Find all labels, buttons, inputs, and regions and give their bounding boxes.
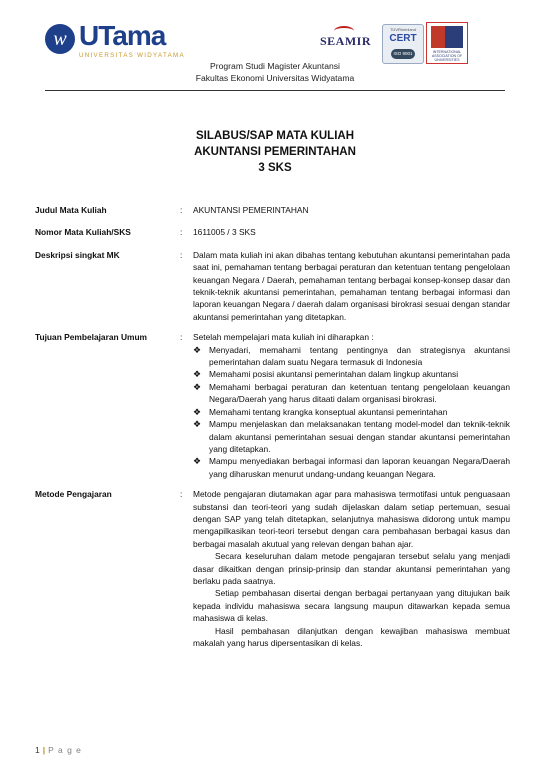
field-metode bbox=[35, 488, 510, 649]
list-item-text: Memahami posisi akuntansi pemerintahan dalam lingkup akuntansi bbox=[209, 369, 459, 380]
utama-logo-subtitle: UNIVERSITAS WIDYATAMA bbox=[79, 52, 185, 59]
utama-logo bbox=[45, 22, 195, 58]
field-label: Judul Mata Kuliah bbox=[35, 205, 107, 215]
list-item bbox=[193, 406, 510, 418]
seamir-logo: SEAMIR bbox=[320, 34, 372, 48]
field-label: Metode Pengajaran bbox=[35, 489, 112, 500]
utama-logo-word: UTama bbox=[79, 20, 166, 51]
list-item bbox=[193, 381, 510, 406]
field-nomor bbox=[35, 226, 510, 238]
metode-paragraph-3: Setiap pembahasan disertai dengan berbagai pertanyaan yang ditujukan baik kepada individu mahasiswa secara langsung maupun ditawarkan kepada semua mahasiswa di kelas. bbox=[193, 588, 510, 624]
list-item-text: Mampu menjelaskan dan melaksanakan tentang model-model dan teknik-teknik dalam akuntansi pemerintahan sesuai dengan standar akuntansi pemerintahan yang ditetapkan. bbox=[209, 419, 510, 454]
diamond-bullet-icon: ❖ bbox=[193, 406, 202, 417]
field-label: Nomor Mata Kuliah/SKS bbox=[35, 227, 131, 238]
diamond-bullet-icon: ❖ bbox=[193, 381, 202, 392]
cert-badge-top: TÜVRheinland bbox=[389, 27, 416, 32]
field-tujuan bbox=[35, 331, 510, 480]
field-value: Dalam mata kuliah ini akan dibahas tentang kebutuhan akuntansi pemerintahan pada saat ini, pemahaman tentang berbagai peraturan dan ketentuan tentang pengelolaan keuangan Negara / Daerah, pemahaman tentang berbagai konsep-konsep dasar dan teknik-teknik akuntansi pemerintahan, pemahaman tentang berbagai informasi dan laporan keuangan Negara / daerah dalam organisasi birokrasi sesuai dengan standar akuntansi pemerintahan yang ditetapkan. bbox=[193, 249, 510, 322]
list-item bbox=[193, 344, 510, 369]
program-line-2: Fakultas Ekonomi Universitas Widyatama bbox=[195, 73, 355, 83]
field-label: Tujuan Pembelajaran Umum bbox=[35, 332, 148, 343]
iso-cert-badge bbox=[382, 24, 424, 64]
title-line-2: AKUNTANSI PEMERINTAHAN bbox=[194, 146, 356, 158]
utama-logo-mark: w bbox=[45, 24, 75, 54]
field-label: Deskripsi singkat MK bbox=[35, 249, 120, 260]
field-colon: : bbox=[180, 489, 183, 500]
field-value bbox=[193, 488, 510, 649]
diamond-bullet-icon: ❖ bbox=[193, 344, 202, 355]
title-line-1: SILABUS/SAP MATA KULIAH bbox=[195, 130, 355, 142]
iau-logo-blue-block bbox=[445, 26, 463, 48]
list-item bbox=[193, 368, 510, 380]
list-item bbox=[193, 455, 510, 480]
field-colon: : bbox=[180, 205, 183, 215]
metode-paragraph-1: Metode pengajaran diutamakan agar para mahasiswa termotifasi untuk penguasaan substansi dan teori-teori yang sudah dijelaskan dalam setiap pertemuan, sesuai dengan SAP yang telah ditetapkan, selanjutnya mahasiswa didorong untuk mampu mengapilkasikan teori-teori tersebut dengan cara pembahasan berbagai kasus dan berbagai masalah akutual yang relevan dengan bahan ajar. bbox=[193, 489, 510, 549]
diamond-bullet-icon: ❖ bbox=[193, 456, 202, 467]
field-colon: : bbox=[180, 332, 183, 343]
tujuan-intro: Setelah mempelajari mata kuliah ini diharapkan : bbox=[193, 332, 374, 343]
metode-paragraph-2: Secara keseluruhan dalam metode pengajaran tersebut selalu yang menjadi dasar dikaitkan dengan prinsip-prinsip dan standar akuntansi pemerintahan yang berlaku pada saatnya. bbox=[193, 551, 510, 586]
diamond-bullet-icon: ❖ bbox=[193, 369, 202, 380]
footer-separator: | bbox=[42, 745, 46, 755]
list-item bbox=[193, 418, 510, 455]
title-line-3: 3 SKS bbox=[258, 162, 292, 174]
list-item-text: Memahami tentang krangka konseptual akuntansi pemerintahan bbox=[209, 406, 448, 417]
field-judul bbox=[35, 204, 510, 216]
page-number: 1 bbox=[35, 745, 40, 755]
diamond-bullet-icon: ❖ bbox=[193, 419, 202, 430]
field-value: 1611005 / 3 SKS bbox=[193, 227, 256, 238]
iau-logo-text: INTERNATIONAL ASSOCIATION OF UNIVERSITIES bbox=[431, 50, 463, 62]
list-item-text: Mampu menyediakan berbagai informasi dan laporan keuangan Negara/Daerah yang diharuskan menurut undang-undang keuangan Negara. bbox=[209, 456, 510, 479]
field-deskripsi bbox=[35, 249, 510, 323]
header-divider bbox=[45, 90, 505, 91]
cert-badge-main: CERT bbox=[389, 33, 417, 44]
document-title bbox=[0, 128, 550, 176]
field-value: AKUNTANSI PEMERINTAHAN bbox=[193, 205, 309, 215]
cert-badge-bottom: ISO 9001 bbox=[391, 49, 415, 59]
field-colon: : bbox=[180, 249, 183, 260]
list-item-text: Menyadari, memahami tentang pentingnya dan strategisnya akuntansi pemerintahan dalam suatu Negara termasuk di Indonesia bbox=[209, 344, 510, 368]
field-value bbox=[193, 331, 510, 480]
page-header bbox=[0, 0, 550, 92]
syllabus-fields bbox=[35, 204, 510, 649]
iau-logo bbox=[426, 22, 468, 64]
page-footer bbox=[35, 745, 82, 755]
metode-paragraph-4: Hasil pembahasan dilanjutkan dengan kewajiban mahasiswa membuat makalah yang harus dipersentasikan di kelas. bbox=[193, 625, 510, 648]
list-item-text: Memahami berbagai peraturan dan ketentuan tentang pengelolaan keuangan Negara/Daerah yang harus ditaati dalam organisasi birokrasi. bbox=[209, 381, 510, 405]
program-info bbox=[0, 60, 550, 84]
page-label: P a g e bbox=[48, 745, 82, 755]
program-line-1: Program Studi Magister Akuntansi bbox=[210, 61, 340, 71]
field-colon: : bbox=[180, 227, 183, 238]
